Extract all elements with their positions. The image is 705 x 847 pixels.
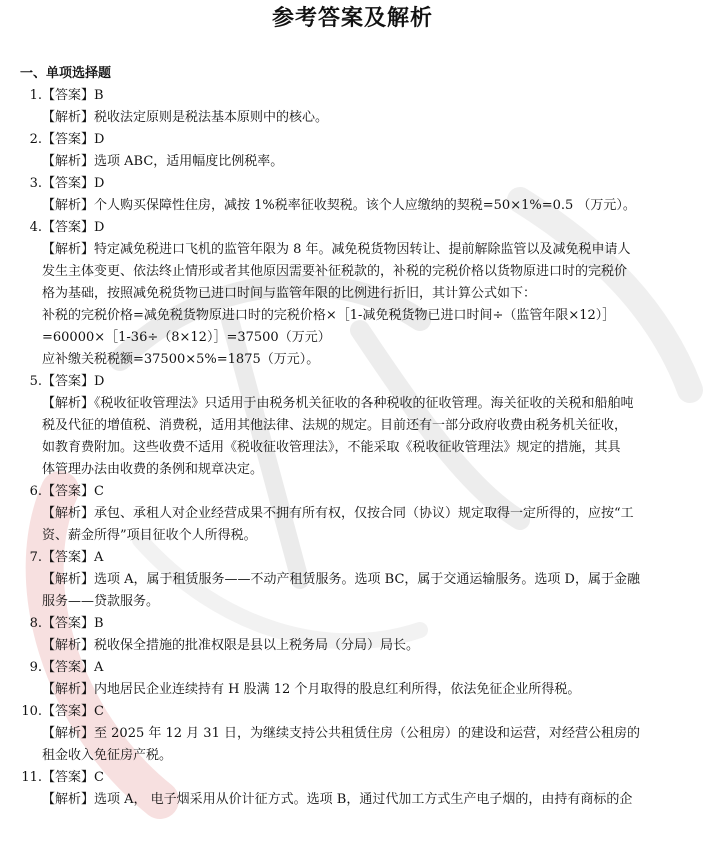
explanation-text: 发生主体变更、依法终止情形或者其他原因需要补征税款的，补税的完税价格以货物原进口时的完税价 (42, 264, 628, 279)
explanation-text: 补税的完税价格=减免税货物原进口时的完税价格×［1-减免税货物已进口时间÷（监管年限×12）］ (42, 308, 616, 323)
list-item (20, 547, 685, 613)
answer-line (20, 767, 685, 789)
question-number: 4. (29, 220, 42, 235)
answer-value: D (94, 220, 105, 235)
answer-value: B (94, 616, 104, 631)
section-heading: 一、单项选择题 (20, 66, 112, 81)
answer-value: D (94, 132, 105, 147)
answer-value: A (94, 550, 104, 565)
explanation-line (20, 151, 685, 173)
answer-line (20, 613, 685, 635)
list-item (20, 217, 685, 371)
answer-line (20, 217, 685, 239)
explanation-text: 税收法定原则是税法基本原则中的核心。 (94, 110, 329, 125)
explanation-text: 特定减免税进口飞机的监管年限为 8 年。减免税货物因转让、提前解除监管以及减免税申请人 (94, 242, 631, 257)
explanation-line (20, 349, 685, 371)
answer-line (20, 129, 685, 151)
answer-tag: 【答案】 (42, 132, 95, 147)
answer-tag: 【答案】 (42, 616, 95, 631)
explanation-line (20, 635, 685, 657)
answer-value: C (94, 704, 104, 719)
explain-tag: 【解析】 (42, 638, 95, 653)
explanation-text: 税收保全措施的批准权限是县以上税务局（分局）局长。 (94, 638, 420, 653)
answer-tag: 【答案】 (42, 704, 95, 719)
explanation-line (20, 239, 685, 261)
question-number: 5. (29, 374, 42, 389)
question-number: 8. (29, 616, 42, 631)
explanation-line (20, 437, 685, 459)
question-number: 7. (29, 550, 42, 565)
question-number: 11. (21, 770, 42, 785)
explanation-text: 税及代征的增值税、消费税，适用其他法律、法规的规定。目前还有一部分政府收费由税务机关征收， (42, 418, 628, 433)
list-item (20, 613, 685, 657)
explanation-text: 应补缴关税税额=37500×5%=1875（万元）。 (42, 352, 320, 367)
explanation-text: 如教育费附加。这些收费不适用《税收征收管理法》，不能采取《税收征收管理法》规定的措施，其具 (42, 440, 621, 455)
explanation-text: 服务——贷款服务。 (42, 594, 160, 609)
question-number: 3. (29, 176, 42, 191)
question-number: 2. (29, 132, 42, 147)
explain-tag: 【解析】 (42, 572, 95, 587)
explanation-line (20, 723, 685, 745)
explanation-line (20, 327, 685, 349)
explanation-line (20, 305, 685, 327)
explanation-line (20, 393, 685, 415)
explanation-line (20, 415, 685, 437)
explanation-text: 选项 A， 电子烟采用从价计征方式。选项 B，通过代加工方式生产电子烟的，由持有商标的企 (94, 792, 633, 807)
explanation-line (20, 283, 685, 305)
explanation-line (20, 261, 685, 283)
answer-value: C (94, 770, 104, 785)
explanation-line (20, 503, 685, 525)
explain-tag: 【解析】 (42, 198, 95, 213)
explanation-text: 《税收征收管理法》只适用于由税务机关征收的各种税收的征收管理。海关征收的关税和船舶吨 (94, 396, 634, 411)
explanation-line (20, 789, 685, 811)
explanation-text: 格为基础，按照减免税货物已进口时间与监管年限的比例进行折旧，其计算公式如下： (42, 286, 537, 301)
answer-value: D (94, 176, 105, 191)
explanation-text: 选项 A，属于租赁服务——不动产租赁服务。选项 BC，属于交通运输服务。选项 D，属于金融 (94, 572, 640, 587)
explanation-line (20, 195, 685, 217)
explain-tag: 【解析】 (42, 506, 95, 521)
explain-tag: 【解析】 (42, 792, 95, 807)
explanation-line (20, 525, 685, 547)
explanation-text: 内地居民企业连续持有 H 股满 12 个月取得的股息红利所得，依法免征企业所得税。 (94, 682, 581, 697)
question-number: 10. (21, 704, 42, 719)
explanation-line (20, 107, 685, 129)
answer-line (20, 701, 685, 723)
answer-tag: 【答案】 (42, 88, 95, 103)
answer-value: A (94, 660, 104, 675)
answer-line (20, 371, 685, 393)
answer-value: B (94, 88, 104, 103)
explanation-text: 至 2025 年 12 月 31 日，为继续支持公共租赁住房（公租房）的建设和运营，对经营公租房的 (94, 726, 640, 741)
explanation-text: =60000×［1-36÷（8×12）］=37500（万元） (42, 330, 331, 345)
explanation-line (20, 591, 685, 613)
answer-tag: 【答案】 (42, 660, 95, 675)
list-item (20, 129, 685, 173)
explanation-text: 承包、承租人对企业经营成果不拥有所有权，仅按合同（协议）规定取得一定所得的，应按“工 (94, 506, 634, 521)
list-item (20, 481, 685, 547)
answer-tag: 【答案】 (42, 550, 95, 565)
answer-tag: 【答案】 (42, 484, 95, 499)
answer-value: C (94, 484, 104, 499)
explanation-line (20, 679, 685, 701)
answer-tag: 【答案】 (42, 220, 95, 235)
answer-list (20, 85, 685, 811)
explain-tag: 【解析】 (42, 242, 95, 257)
explanation-text: 个人购买保障性住房，减按 1%税率征收契税。该个人应缴纳的契税=50×1%=0.5 （万元）。 (94, 198, 636, 213)
answer-tag: 【答案】 (42, 374, 95, 389)
answer-line (20, 547, 685, 569)
list-item (20, 85, 685, 129)
list-item (20, 701, 685, 767)
explanation-line (20, 745, 685, 767)
page-title: 参考答案及解析 (271, 6, 433, 31)
explain-tag: 【解析】 (42, 154, 95, 169)
list-item (20, 657, 685, 701)
answer-line (20, 481, 685, 503)
explain-tag: 【解析】 (42, 726, 95, 741)
explanation-text: 体管理办法由收费的条例和规章决定。 (42, 462, 264, 477)
answer-line (20, 85, 685, 107)
question-number: 9. (29, 660, 42, 675)
explanation-text: 选项 ABC，适用幅度比例税率。 (94, 154, 284, 169)
question-number: 6. (29, 484, 42, 499)
explanation-line (20, 569, 685, 591)
explanation-text: 租金收入免征房产税。 (42, 748, 173, 763)
explanation-text: 资、薪金所得”项目征收个人所得税。 (42, 528, 257, 543)
answer-line (20, 173, 685, 195)
list-item (20, 767, 685, 811)
answer-line (20, 657, 685, 679)
explanation-line (20, 459, 685, 481)
answer-tag: 【答案】 (42, 770, 95, 785)
explain-tag: 【解析】 (42, 682, 95, 697)
question-number: 1. (29, 88, 42, 103)
explain-tag: 【解析】 (42, 110, 95, 125)
list-item (20, 371, 685, 481)
list-item (20, 173, 685, 217)
explain-tag: 【解析】 (42, 396, 95, 411)
answer-tag: 【答案】 (42, 176, 95, 191)
answer-value: D (94, 374, 105, 389)
